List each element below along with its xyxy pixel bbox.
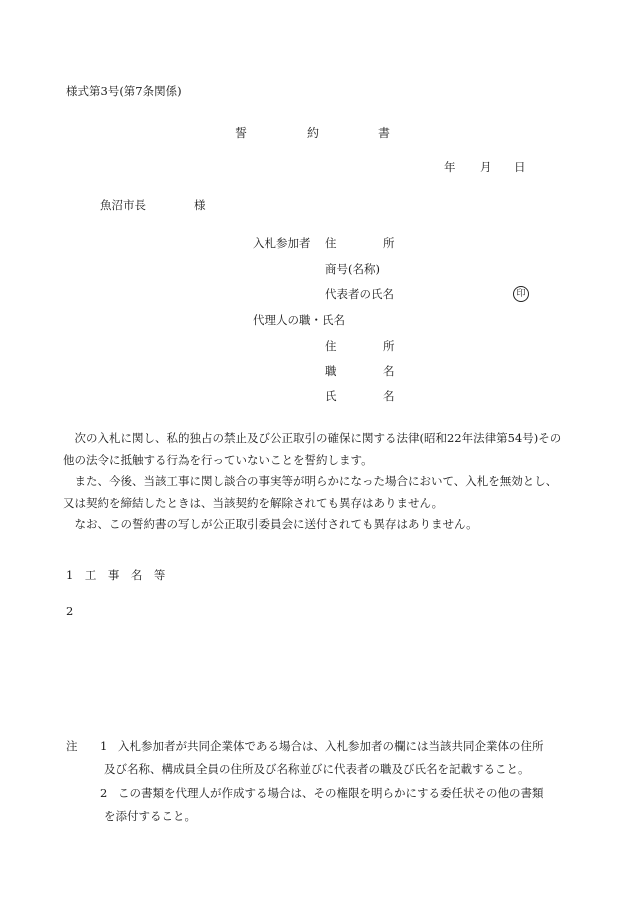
title-char-3: 書 [378, 126, 391, 140]
title-char-1: 誓 [235, 126, 248, 140]
pledge-body [63, 428, 563, 536]
pledge-paragraph-1: 次の入札に関し、私的独占の禁止及び公正取引の確保に関する法律(昭和22年法律第54号)その他の法令に抵触する行為を行っていないことを誓約します。 [63, 431, 562, 467]
note-2-number: 2 [100, 786, 108, 800]
date-year: 年 [444, 160, 456, 174]
bidder-address-label-a: 住 [325, 236, 337, 250]
note-1-number: 1 [100, 739, 108, 753]
document-title [0, 124, 630, 138]
agent-address-label-b: 所 [383, 339, 395, 353]
agent-name-label-a: 氏 [325, 389, 337, 403]
addressee-name: 魚沼市長 [100, 198, 146, 212]
note-1-line-1: 入札参加者が共同企業体である場合は、入札参加者の欄には当該共同企業体の住所 [118, 739, 544, 753]
agent-title-label-a: 職 [325, 364, 337, 378]
agent-name-label-b: 名 [383, 389, 395, 403]
title-char-2: 約 [307, 126, 320, 140]
item-2: 2 [66, 604, 74, 618]
notes-label: 注 [66, 739, 78, 753]
seal-mark: 印 [513, 286, 529, 302]
note-1-line-2: 及び名称、構成員全員の住所及び名称並びに代表者の職及び氏名を記載すること。 [104, 762, 530, 776]
bidder-address-label-b: 所 [383, 236, 395, 250]
pledge-paragraph-2: また、今後、当該工事に関し談合の事実等が明らかになった場合において、入札を無効とし、又は契約を締結したときは、当該契約を解除されても異存はありません。 [63, 474, 558, 510]
note-2-line-1: この書類を代理人が作成する場合は、その権限を明らかにする委任状その他の書類 [118, 786, 544, 800]
item-1-project-name: 1 工 事 名 等 [66, 568, 166, 582]
bidder-heading: 入札参加者 [253, 236, 311, 250]
agent-heading: 代理人の職・氏名 [253, 313, 345, 327]
agent-address-label-a: 住 [325, 339, 337, 353]
note-2-line-2: を添付すること。 [104, 809, 196, 823]
date-month: 月 [480, 160, 492, 174]
pledge-paragraph-3: なお、この誓約書の写しが公正取引委員会に送付されても異存はありません。 [63, 517, 478, 531]
bidder-company-label: 商号(名称) [325, 262, 380, 276]
addressee-honorific: 様 [194, 198, 206, 212]
bidder-representative-label: 代表者の氏名 [325, 287, 394, 301]
agent-title-label-b: 名 [383, 364, 395, 378]
date-day: 日 [514, 160, 526, 174]
form-number-label: 様式第3号(第7条関係) [66, 84, 182, 98]
